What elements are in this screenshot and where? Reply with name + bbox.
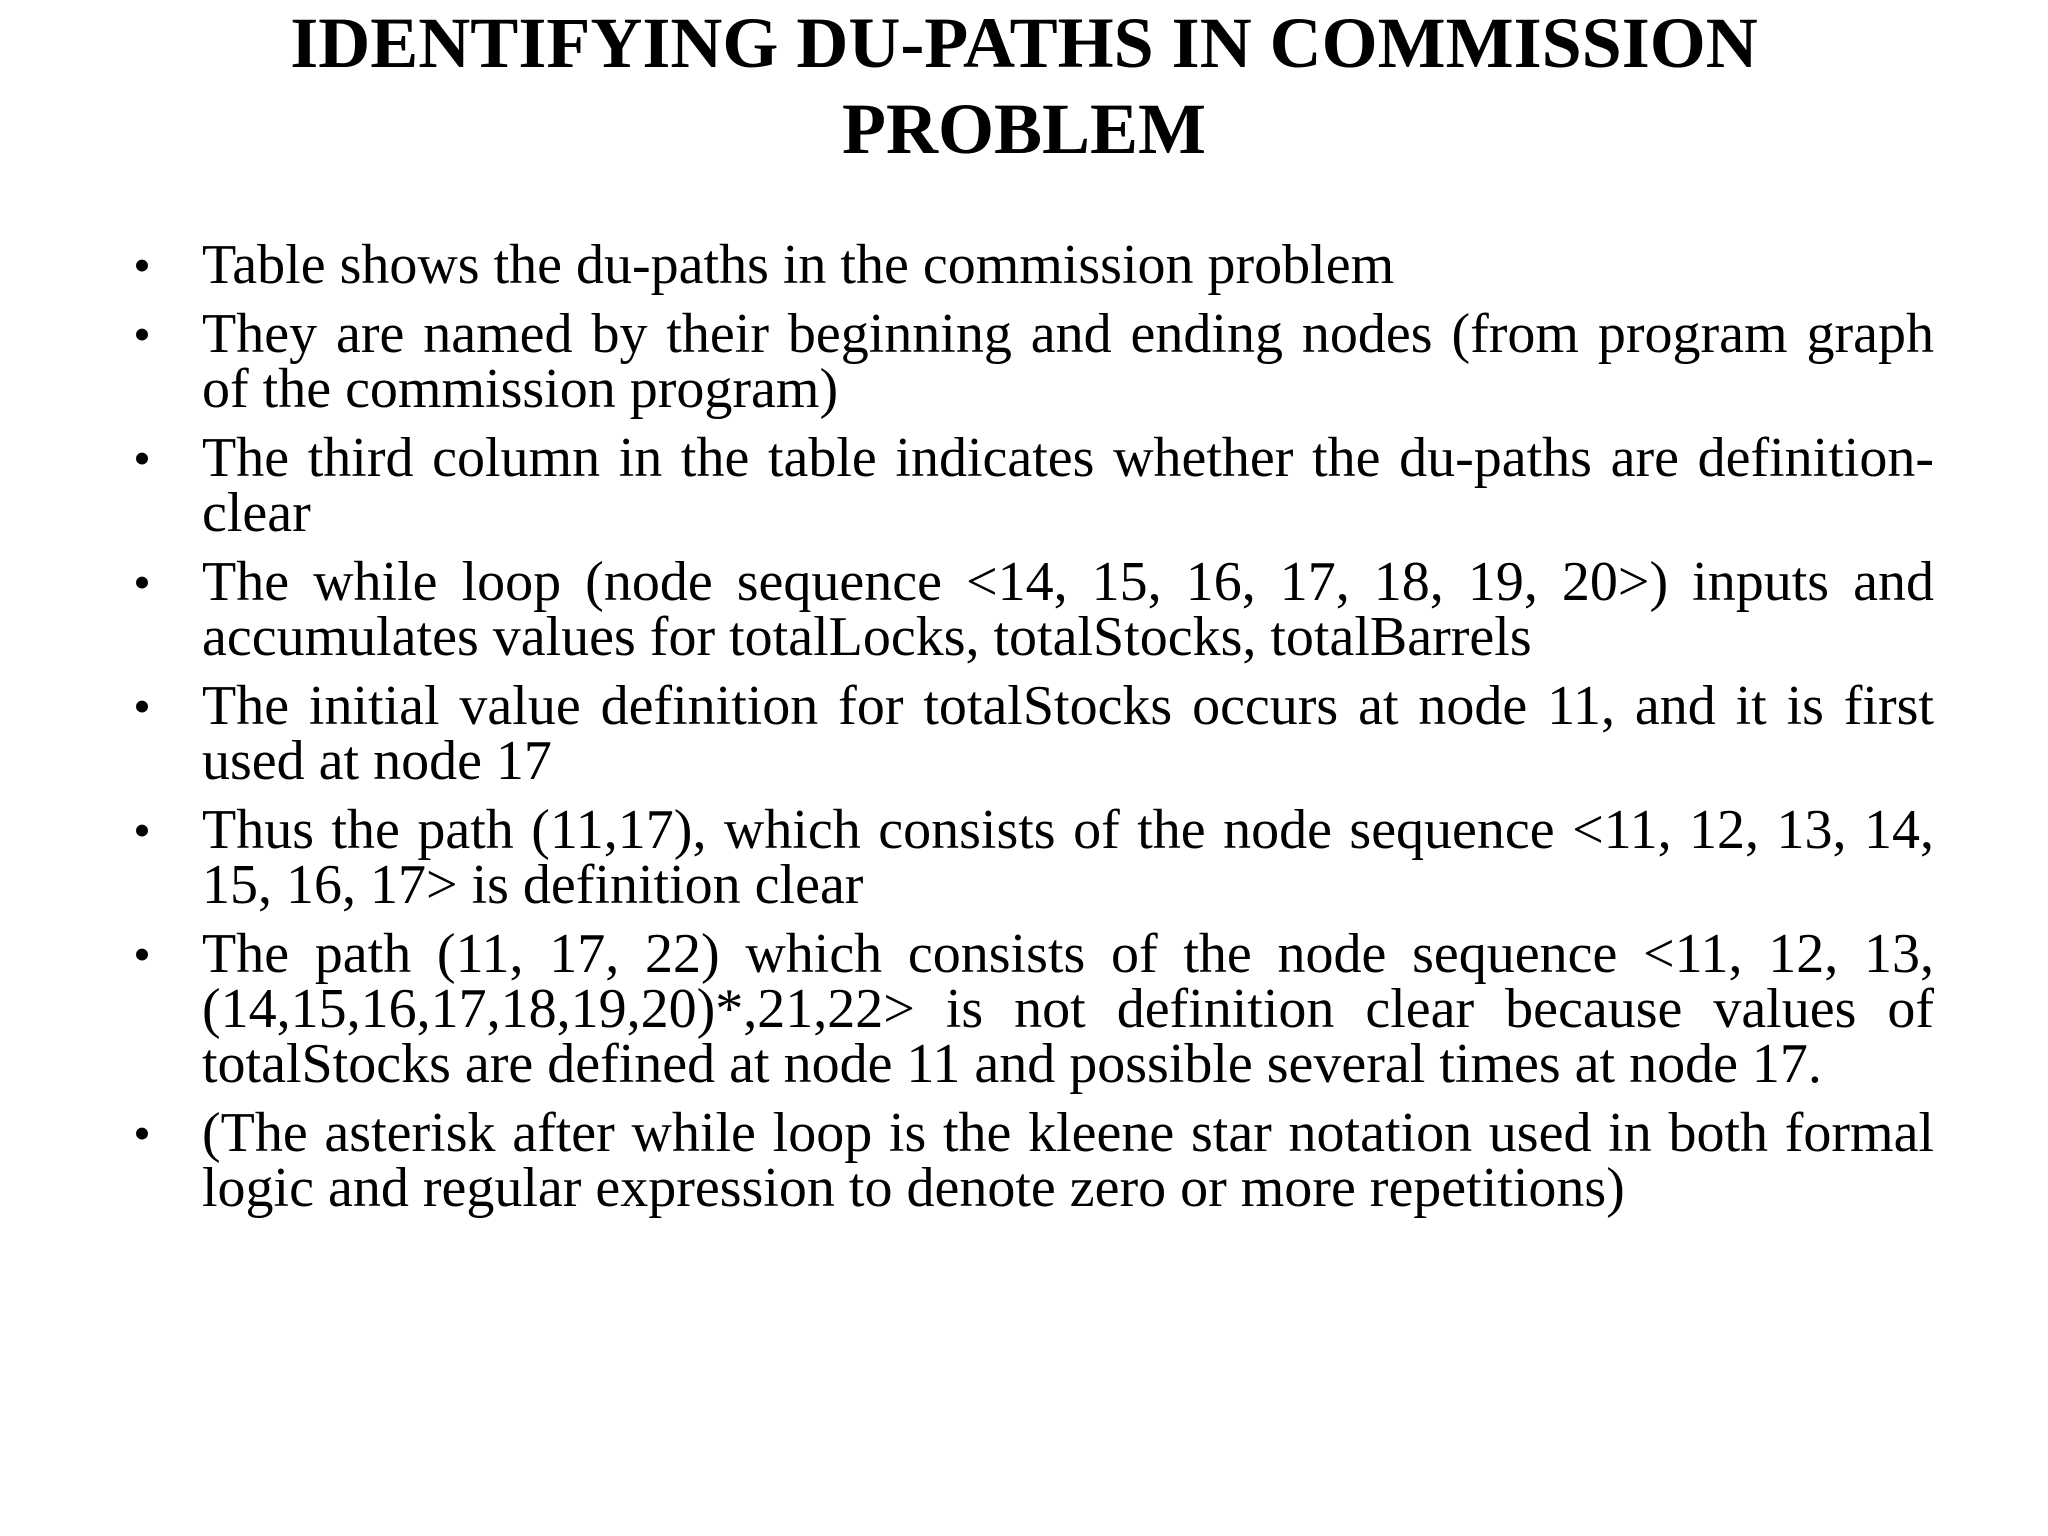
- bullet-list: [122, 234, 1934, 1230]
- bullet-item: [122, 427, 1934, 544]
- bullet-item: [122, 1102, 1934, 1219]
- slide-title-line-1: IDENTIFYING DU-PATHS IN COMMISSION: [290, 3, 1758, 83]
- bullet-item: [122, 923, 1934, 1095]
- bullet-text: The while loop (node sequence <14, 15, 16, 17, 18, 19, 20>) inputs and accumulates values for totalLocks, totalStocks, totalBarrels: [202, 551, 1934, 668]
- bullet-marker: •: [133, 554, 151, 610]
- bullet-item: [122, 799, 1934, 916]
- bullet-item: [122, 303, 1934, 420]
- bullet-text: (The asterisk after while loop is the kleene star notation used in both formal logic and regular expression to denote zero or more repetitions): [202, 1102, 1934, 1219]
- bullet-marker: •: [133, 237, 151, 293]
- bullet-marker: •: [133, 430, 151, 486]
- bullet-marker: •: [133, 802, 151, 858]
- bullet-marker: •: [133, 678, 151, 734]
- bullet-text: The path (11, 17, 22) which consists of the node sequence <11, 12, 13,(14,15,16,17,18,19,20)*,21,22> is not definition clear because values of totalStocks are defined at node 11 and possible several times at node 17.: [202, 923, 1934, 1095]
- bullet-item: [122, 234, 1934, 296]
- bullet-item: [122, 675, 1934, 792]
- slide-title-line-2: PROBLEM: [841, 89, 1206, 169]
- bullet-marker: •: [133, 1105, 151, 1161]
- bullet-marker: •: [133, 306, 151, 362]
- bullet-text: Table shows the du-paths in the commission problem: [202, 234, 1395, 296]
- bullet-text: Thus the path (11,17), which consists of the node sequence <11, 12, 13, 14, 15, 16, 17> is definition clear: [202, 799, 1934, 916]
- bullet-text: The initial value definition for totalStocks occurs at node 11, and it is first used at node 17: [202, 675, 1934, 792]
- bullet-text: They are named by their beginning and ending nodes (from program graph of the commission program): [202, 303, 1934, 420]
- bullet-item: [122, 551, 1934, 668]
- bullet-marker: •: [133, 926, 151, 982]
- bullet-text: The third column in the table indicates whether the du-paths are definition-clear: [202, 427, 1934, 544]
- slide-title: [0, 0, 2048, 172]
